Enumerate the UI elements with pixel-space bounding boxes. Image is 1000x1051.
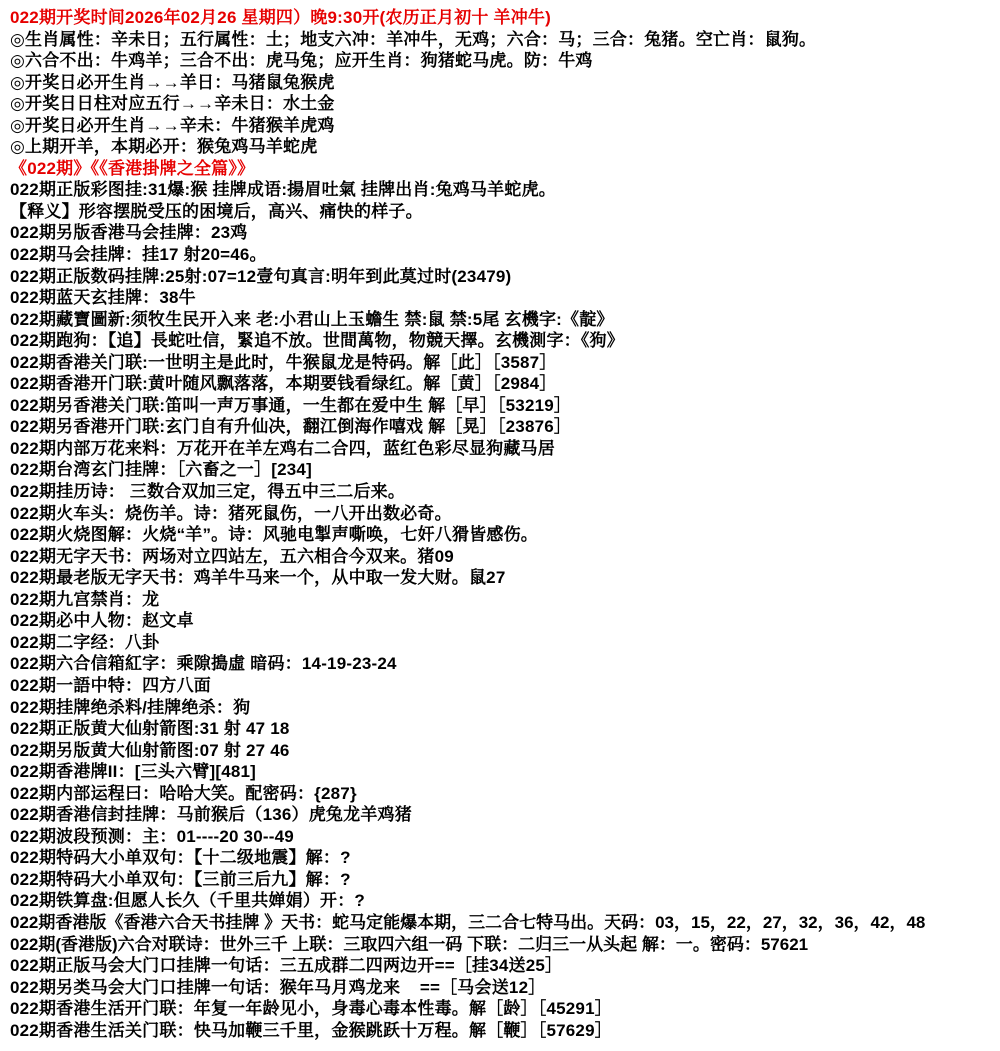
tip-line: 022期香港生活关门联：快马加鞭三千里，金猴跳跃十万程。解［鞭］［57629］ [10,1020,612,1040]
tip-line: 022期香港牌II：[三头六臂][481] [10,762,257,782]
tip-line: 022期香港信封挂牌：马前猴后（136）虎兔龙羊鸡猪 [10,805,412,825]
day-pillar-elements-note: ◎开奖日日柱对应五行→→辛未日：水土金 [10,94,335,114]
tip-line: 022期火烧图解：火烧“羊”。诗：风驰电掣声嘶唤，七奸八猾皆感伤。 [10,525,538,545]
tip-line: 022期无字天书：两场对立四站左，五六相合今双来。猪09 [10,546,454,566]
tip-line: 022期火车头：烧伤羊。诗：猪死鼠伤，一八开出数必奇。 [10,503,452,523]
tip-line: 022期内部万花来料：万花开在羊左鸡右二合四，蓝红色彩尽显狗藏马居 [10,438,555,458]
hk-guapai-section-title: 《022期》《《香港掛牌之全篇》》 [10,158,255,178]
tip-line: 022期香港关门联:一世明主是此时，牛猴鼠龙是特码。解［此］［3587］ [10,352,557,372]
last-issue-note: ◎上期开羊，本期必开：猴兔鸡马羊蛇虎 [10,137,318,157]
tip-line: 022期正版黄大仙射箭图:31 射 47 18 [10,719,290,739]
tip-line-interpretation: 【释义】形容摆脱受压的困境后，高兴、痛快的样子。 [10,201,423,221]
tip-line: 022期挂历诗： 三数合双加三定，得五中三二后来。 [10,482,406,502]
tip-line: 022期跑狗：【追】長蛇吐信，緊追不放。世間萬物，物競天擇。玄機測字：《狗》 [10,331,624,351]
tip-line-couplet-poem: 022期(香港版)六合对联诗：世外三千 上联：三取四六组一码 下联：二归三一从头起 解：一。密码：57621 [10,934,809,954]
tip-line: 022期特码大小单双句：【十二级地震】解：? [10,848,351,868]
tip-line: 022期六合信箱紅字：乘隙搗虛 暗码：14-19-23-24 [10,654,397,674]
tip-line-sky-codes: 022期香港版《香港六合天书挂牌 》天书：蛇马定能爆本期，三二合七特马出。天码：03，15，22，27，32，36，42，48 [10,912,926,932]
tip-line: 022期另版香港马会挂牌：23鸡 [10,223,248,243]
tip-line: 022期另类马会大门口挂牌一句话：猴年马月鸡龙来 ==［马会送12］ [10,977,546,997]
zodiac-attributes-note: ◎生肖属性：辛未日；五行属性：土；地支六冲：羊冲牛，无鸡；六合：马；三合：兔猪。空亡肖：鼠狗。 [10,29,817,49]
tip-line: 022期挂牌绝杀料/挂牌绝杀：狗 [10,697,251,717]
tip-line: 022期台湾玄门挂牌：［六畜之一］[234] [10,460,312,480]
tip-line: 022期正版马会大门口挂牌一句话：三五成群二四两边开==［挂34送25］ [10,956,563,976]
tip-line: 022期特码大小单双句：【三前三后九】解：? [10,869,351,889]
tip-line: 022期另香港关门联:笛叫一声万事通，一生都在爱中生 解［早］［53219］ [10,395,572,415]
tip-line: 022期九宫禁肖：龙 [10,589,160,609]
tip-line: 022期另版黄大仙射箭图:07 射 27 46 [10,740,290,760]
tip-line: 022期最老版无字天书：鸡羊牛马来一个，从中取一发大财。鼠27 [10,568,506,588]
tip-line: 022期香港开门联:黄叶随风飘落落，本期要钱看绿红。解［黄］［2984］ [10,374,557,394]
tip-line: 022期马会挂牌：挂17 射20=46。 [10,245,267,265]
tip-line: 022期内部运程曰：哈哈大笑。配密码：{287} [10,783,357,803]
liuhe-exclusion-note: ◎六合不出：牛鸡羊；三合不出：虎马兔；应开生肖：狗猪蛇马虎。防：牛鸡 [10,51,593,71]
tip-line: 022期铁算盘:但愿人长久（千里共婵娟）开：? [10,891,366,911]
tip-line-color-chart: 022期正版彩图挂:31爆:猴 挂牌成语:揚眉吐氣 挂牌出肖:兔鸡马羊蛇虎。 [10,180,556,200]
draw-time-header: 022期开奖时间2026年02月26 星期四）晚9:30开(农历正月初十 羊冲牛) [10,8,551,27]
tip-line: 022期藏寶圖新:须牧生民开入来 老:小君山上玉蟾生 禁:鼠 禁:5尾 玄機字:《靛》 [10,309,614,329]
must-open-zodiac-note-2: ◎开奖日必开生肖→→辛未：牛猪猴羊虎鸡 [10,115,335,135]
tip-line: 022期一語中特：四方八面 [10,675,211,695]
tip-line: 022期正版数码挂牌:25射:07=12壹句真言:明年到此莫过时(23479) [10,266,512,286]
tip-line: 022期香港生活开门联：年复一年龄见小，身毒心毒本性毒。解［龄］［45291］ [10,999,612,1019]
tip-line: 022期二字经：八卦 [10,632,160,652]
tip-line: 022期波段预测：主：01----20 30--49 [10,826,294,846]
must-open-zodiac-note-1: ◎开奖日必开生肖→→羊日：马猪鼠兔猴虎 [10,72,335,92]
tip-line: 022期另香港开门联:玄门自有升仙决，翻江倒海作嘻戏 解［晃］［23876］ [10,417,572,437]
tip-line: 022期必中人物：赵文卓 [10,611,194,631]
tip-line: 022期蓝天玄挂牌：38牛 [10,288,196,308]
